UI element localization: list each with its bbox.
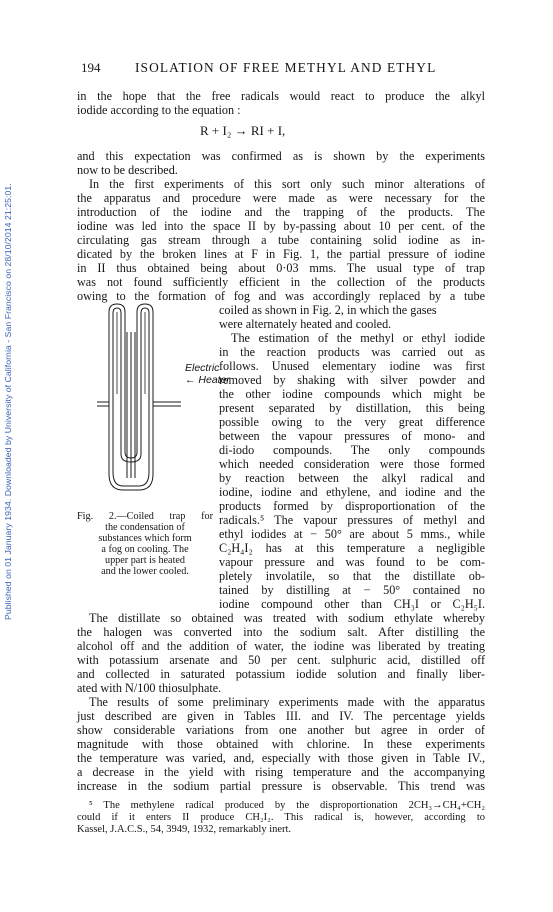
footnote-line: Kassel, J.A.C.S., 54, 3949, 1932, remarkably inert. — [77, 824, 292, 835]
body-line: radicals.⁵ The vapour pressures of methyl and — [219, 513, 485, 527]
body-line: increase in the sodium partial pressure is observable. This trend was — [77, 779, 485, 793]
body-line: alcohol off and the addition of water, the iodine was liberated by treating — [77, 639, 485, 653]
figure-caption-line: Fig. 2.—Coiled trap for — [77, 511, 213, 522]
body-line: in II thus obtained being about 0·03 mms. The usual type of trap — [77, 261, 485, 275]
body-line: C₂H₄I₂ has at this temperature a negligible — [219, 541, 485, 555]
body-line: products formed by disproportionation of the — [219, 499, 485, 513]
body-line: just described are given in Tables III. and IV. The percentage yields — [77, 709, 485, 723]
figure-caption-line: and the lower cooled. — [101, 566, 189, 577]
body-line: circulating gas stream through a tube containing solid iodine as in- — [77, 233, 485, 247]
body-line: iodine compound other than CH₃I or C₂H₅I. — [219, 597, 485, 611]
figure-caption-line: substances which form — [98, 533, 192, 544]
figure-caption-line: upper part is heated — [104, 555, 186, 566]
heater-label-line2: ← Heater — [185, 374, 230, 386]
body-line: which needed consideration were those formed — [219, 457, 485, 471]
reaction-equation: R + I₂ → RI + I, — [200, 123, 286, 138]
figure-caption-line: a fog on cooling. The — [101, 544, 189, 555]
body-line: introduction of the iodine and the trapping of the products. The — [77, 205, 485, 219]
body-line: coiled as shown in Fig. 2, in which the gases — [219, 303, 437, 317]
body-line: owing to the formation of fog and was accordingly replaced by a tube — [77, 289, 485, 303]
body-line: The estimation of the methyl or ethyl iodide — [231, 331, 485, 345]
footnote-line: could if it enters II produce CH₂I₂. This radical is, however, according to — [77, 812, 485, 823]
body-line: with potassium arsenate and 50 per cent. sulphuric acid, distilled off — [77, 653, 485, 667]
body-line: in the reaction products was carried out as — [219, 345, 485, 359]
body-line: iodide according to the equation : — [77, 103, 241, 117]
body-line: were alternately heated and cooled. — [219, 317, 392, 331]
page-header — [75, 60, 485, 76]
coiled-trap-drawing — [97, 302, 181, 502]
body-line: show considerable variations from one another but agree in order of — [77, 723, 485, 737]
body-line: possible owing to the very great difference — [219, 415, 485, 429]
body-line: by reaction between the alkyl radical and — [219, 471, 485, 485]
body-line: magnitude with those obtained with chlorine. In these experiments — [77, 737, 485, 751]
body-line: ated with N/100 thiosulphate. — [77, 681, 222, 695]
body-line: vapour pressure and was found to be com- — [219, 555, 485, 569]
body-line: was not found sufficiently efficient in the collection of the products — [77, 275, 485, 289]
download-watermark — [3, 100, 17, 620]
body-line: ethyl iodides at − 50° are about 5 mms., while — [219, 527, 485, 541]
download-watermark-text: Published on 01 January 1934. Downloaded by University of California - San Francisco on 28/10/2014 21:25:01. — [3, 183, 13, 620]
body-line: dicated by the broken lines at F in Fig. 1, the partial pressure of iodine — [77, 247, 485, 261]
body-line: follows. Unused elementary iodine was first — [219, 359, 485, 373]
body-line: iodine was led into the space II by by-passing about 10 per cent. of the — [77, 219, 485, 233]
body-line: iodine, iodine and ethylene, and iodine and the — [219, 485, 485, 499]
body-line: pletely involatile, so that the distillate ob- — [219, 569, 485, 583]
body-line: The distillate so obtained was treated with sodium ethylate whereby — [89, 611, 485, 625]
body-line: di-iodo compounds. The only compounds — [219, 443, 485, 457]
heater-label-line1: Electric — [185, 362, 220, 374]
body-line: the halogen was converted into the sodium salt. After distilling the — [77, 625, 485, 639]
body-line: in the hope that the free radicals would react to produce the alkyl — [77, 89, 485, 103]
body-line: and collected in saturated potassium iodide solution and finally liber- — [77, 667, 485, 681]
body-line: the temperature was varied, and, especially with those given in Table IV., — [77, 751, 485, 765]
body-line: removed by shaking with silver powder and — [219, 373, 485, 387]
body-line: The results of some preliminary experiments made with the apparatus — [89, 695, 485, 709]
body-line: tained by distilling at − 50° contained no — [219, 583, 485, 597]
running-head: ISOLATION OF FREE METHYL AND ETHYL — [135, 60, 437, 75]
figure-caption-line: the condensation of — [105, 522, 185, 533]
body-line: In the first experiments of this sort only such minor alterations of — [89, 177, 485, 191]
body-line: present separated by distillation, this being — [219, 401, 485, 415]
coiled-trap-figure — [77, 302, 230, 502]
page-number: 194 — [81, 60, 101, 75]
body-line: the other iodine compounds which might be — [219, 387, 485, 401]
body-line: a decrease in the yield with rising temperature and the accompanying — [77, 765, 485, 779]
body-line: and this expectation was confirmed as is shown by the experiments — [77, 149, 485, 163]
body-line: the apparatus and procedure were made as were necessary for the — [77, 191, 485, 205]
footnote-line: ⁵ The methylene radical produced by the disproportionation 2CH₃→CH₄+CH₂ — [89, 800, 485, 811]
body-line: between the vapour pressures of mono- and — [219, 429, 485, 443]
body-line: now to be described. — [77, 163, 178, 177]
